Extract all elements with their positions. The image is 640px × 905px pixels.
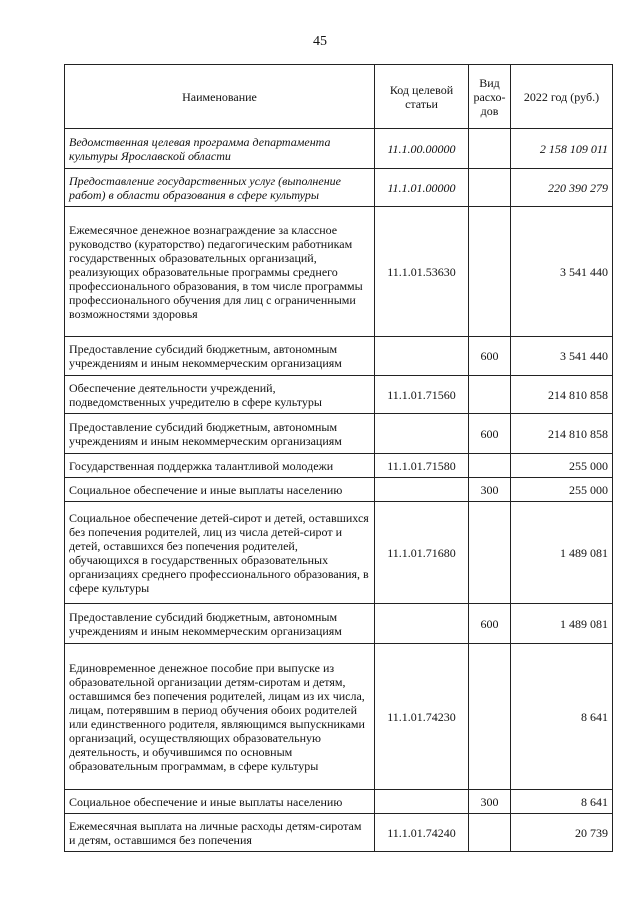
row-kind: 600 xyxy=(469,337,511,376)
row-amount: 214 810 858 xyxy=(511,414,613,454)
row-kind xyxy=(469,644,511,790)
row-name: Ведомственная целевая программа департамента культуры Ярославской области xyxy=(65,129,375,169)
row-kind xyxy=(469,814,511,852)
row-kind: 300 xyxy=(469,790,511,814)
row-name: Обеспечение деятельности учреждений, подведомственных учредителю в сфере культуры xyxy=(65,376,375,414)
row-amount: 3 541 440 xyxy=(511,337,613,376)
page-number: 45 xyxy=(313,34,327,49)
row-code: 11.1.01.71560 xyxy=(375,376,469,414)
table-row xyxy=(65,207,613,337)
row-name: Предоставление государственных услуг (выполнение работ) в области образования в сфере культуры xyxy=(65,169,375,207)
row-amount: 3 541 440 xyxy=(511,207,613,337)
row-amount: 2 158 109 011 xyxy=(511,129,613,169)
row-name: Предоставление субсидий бюджетным, автономным учреждениям и иным некоммерческим организациям xyxy=(65,414,375,454)
row-kind xyxy=(469,169,511,207)
table-row xyxy=(65,502,613,604)
row-code: 11.1.01.71680 xyxy=(375,502,469,604)
row-name: Ежемесячное денежное вознаграждение за классное руководство (кураторство) педагогическим работникам государственных образовательных организаций, реализующих образовательные программы среднего профессионального образования, в том числе программы профессионального обучения для лиц с ограниченными возможностями здоровья xyxy=(65,207,375,337)
row-name: Ежемесячная выплата на личные расходы детям-сиротам и детям, оставшимся без попечения xyxy=(65,814,375,852)
table-row xyxy=(65,478,613,502)
row-name: Предоставление субсидий бюджетным, автономным учреждениям и иным некоммерческим организациям xyxy=(65,337,375,376)
row-kind xyxy=(469,129,511,169)
row-code: 11.1.01.00000 xyxy=(375,169,469,207)
row-amount: 220 390 279 xyxy=(511,169,613,207)
table-row xyxy=(65,454,613,478)
table-row xyxy=(65,604,613,644)
row-name: Социальное обеспечение и иные выплаты населению xyxy=(65,790,375,814)
row-amount: 1 489 081 xyxy=(511,502,613,604)
row-name: Предоставление субсидий бюджетным, автономным учреждениям и иным некоммерческим организациям xyxy=(65,604,375,644)
row-amount: 255 000 xyxy=(511,478,613,502)
table-row xyxy=(65,376,613,414)
table-header-row xyxy=(65,65,613,129)
row-amount: 1 489 081 xyxy=(511,604,613,644)
row-kind xyxy=(469,207,511,337)
row-code: 11.1.01.53630 xyxy=(375,207,469,337)
row-code: 11.1.01.71580 xyxy=(375,454,469,478)
row-code xyxy=(375,790,469,814)
header-code: Код целевой статьи xyxy=(375,65,469,129)
row-kind xyxy=(469,502,511,604)
row-code: 11.1.01.74230 xyxy=(375,644,469,790)
row-name: Государственная поддержка талантливой молодежи xyxy=(65,454,375,478)
row-amount: 214 810 858 xyxy=(511,376,613,414)
row-kind: 600 xyxy=(469,414,511,454)
table-row xyxy=(65,414,613,454)
row-code xyxy=(375,478,469,502)
table-row xyxy=(65,129,613,169)
table-row xyxy=(65,644,613,790)
header-name: Наименование xyxy=(65,65,375,129)
row-name: Социальное обеспечение и иные выплаты населению xyxy=(65,478,375,502)
row-amount: 255 000 xyxy=(511,454,613,478)
table-row xyxy=(65,814,613,852)
row-code xyxy=(375,414,469,454)
row-name: Социальное обеспечение детей-сирот и детей, оставшихся без попечения родителей, лиц из числа детей-сирот и детей, оставшихся без попечения родителей, обучающихся в государственных образовательных организациях среднего профессионального образования, в сфере культуры xyxy=(65,502,375,604)
table-row xyxy=(65,169,613,207)
row-code: 11.1.01.74240 xyxy=(375,814,469,852)
row-code xyxy=(375,604,469,644)
row-amount: 20 739 xyxy=(511,814,613,852)
row-kind xyxy=(469,376,511,414)
budget-table xyxy=(64,64,613,852)
header-kind: Вид расхо-дов xyxy=(469,65,511,129)
row-kind xyxy=(469,454,511,478)
row-amount: 8 641 xyxy=(511,644,613,790)
header-amount: 2022 год (руб.) xyxy=(511,65,613,129)
table-row xyxy=(65,790,613,814)
table-row xyxy=(65,337,613,376)
row-amount: 8 641 xyxy=(511,790,613,814)
row-code xyxy=(375,337,469,376)
row-name: Единовременное денежное пособие при выпуске из образовательной организации детям-сиротам и детям, оставшимся без попечения родителей, лицам из их числа, лицам, потерявшим в период обучения обоих родителей или единственного родителя, являющимся выпускниками организаций, осуществляющих образовательную деятельность, и обучившимся по основным образовательным программам, в сфере культуры xyxy=(65,644,375,790)
row-code: 11.1.00.00000 xyxy=(375,129,469,169)
row-kind: 600 xyxy=(469,604,511,644)
row-kind: 300 xyxy=(469,478,511,502)
